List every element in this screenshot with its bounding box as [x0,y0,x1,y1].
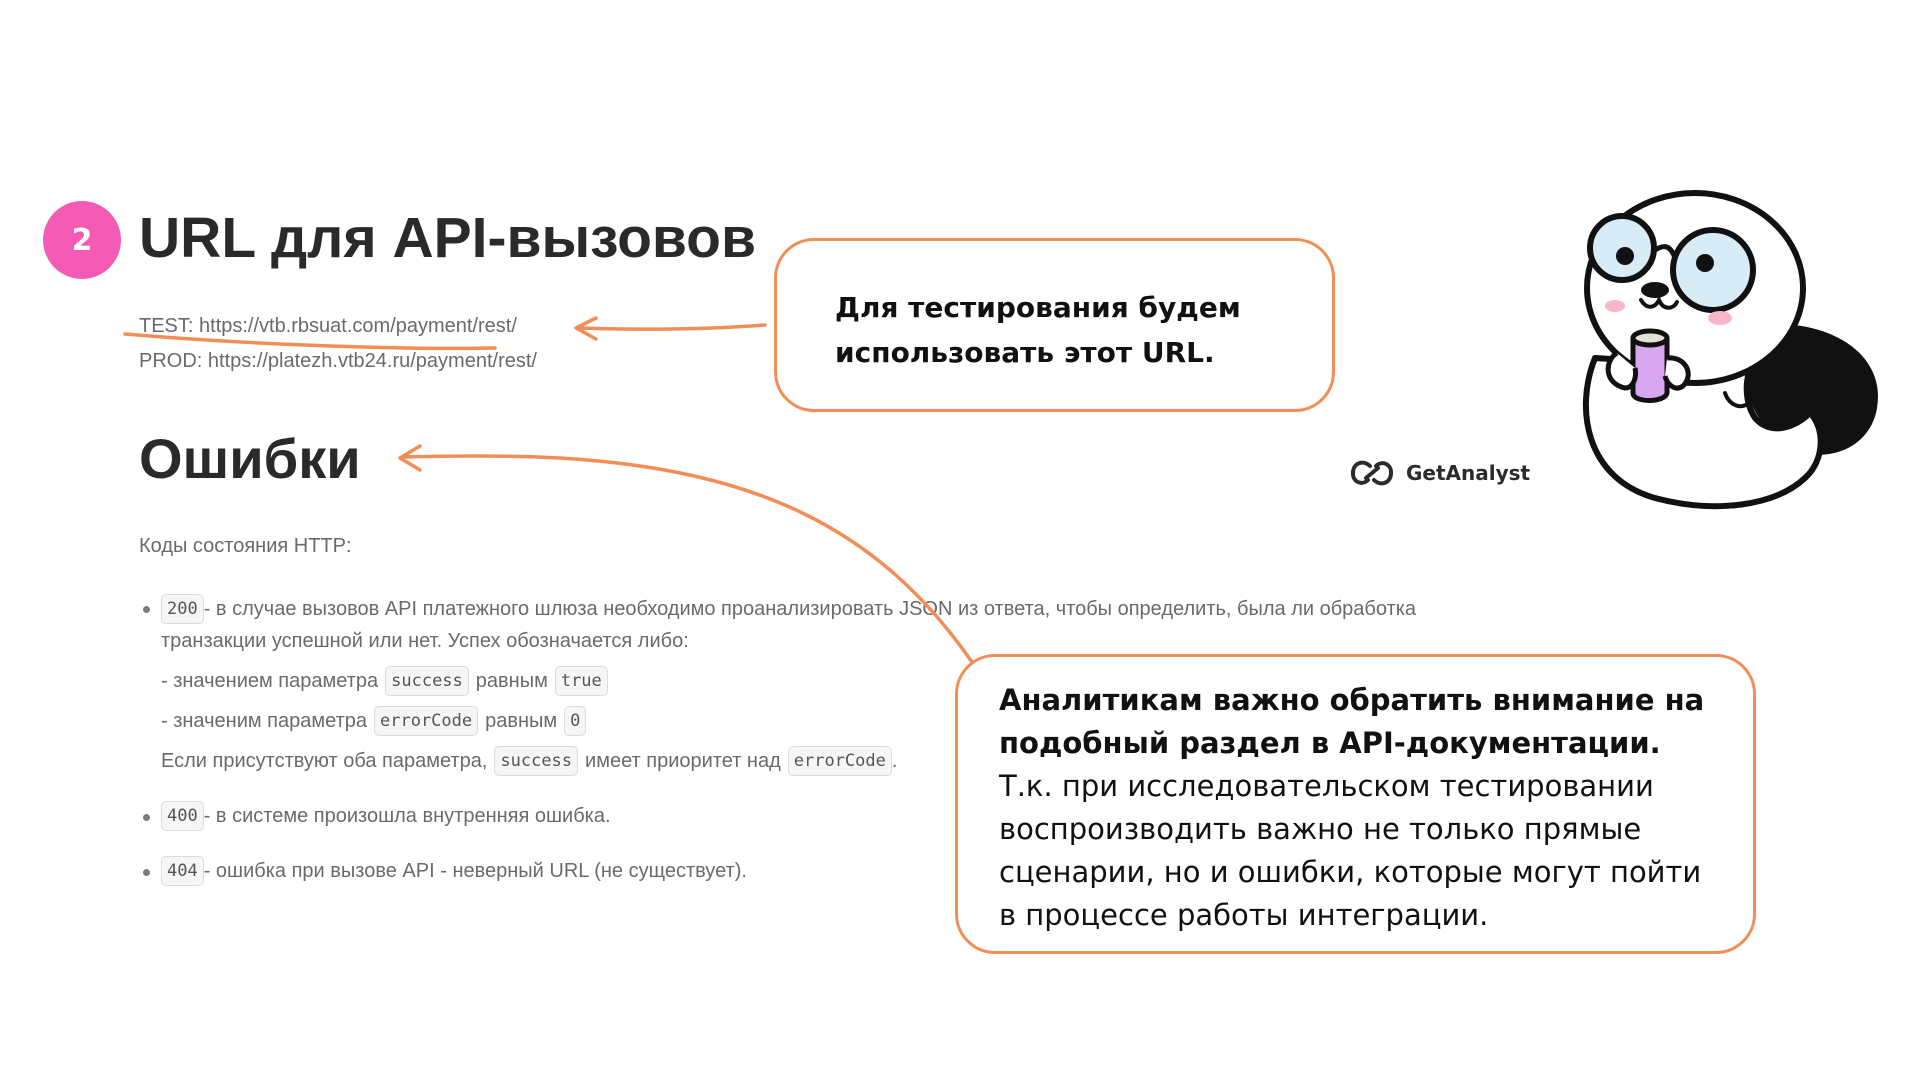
item-400-text: - в системе произошла внутренняя ошибка. [203,804,611,827]
callout-test-line-1: Для тестирования будем [835,291,1241,324]
bullet-200 [143,606,150,613]
callout-errors-line-4: в процессе работы интеграции. [999,898,1489,932]
callout-errors-note [955,654,1756,954]
sub2-prefix: - значеним параметра [161,709,367,732]
priority-mid: имеет приоритет над [585,749,781,772]
item-200-text-continued [161,630,689,653]
callout-errors-bold-2: подобный раздел в API-документации. [999,726,1661,760]
step-number-badge: 2 [43,201,121,279]
bullet-404 [143,869,150,876]
sub1-mid: равным [475,669,548,692]
param-errorcode: errorCode [374,706,478,736]
callout-errors-line-1: Т.к. при исследовательском тестировании [999,769,1654,803]
item-200-priority [161,746,897,776]
logo-text: GetAnalyst [1406,461,1531,485]
codes-title: Коды состояния HTTP: [139,535,352,557]
seal-mascot-icon [1555,178,1885,518]
code-badge-200: 200 [161,594,204,624]
priority-prefix: Если присутствуют оба параметра, [161,749,488,772]
code-badge-400: 400 [161,801,204,831]
list-item-200 [161,594,1416,624]
list-item-404 [161,856,747,886]
priority-param-errorcode: errorCode [788,746,892,776]
value-true: true [555,666,608,696]
arrow-head-errors [400,446,420,470]
item-200-text: - в случае вызовов API платежного шлюза необходимо проанализировать JSON из ответа, чтобы определить, была ли обработка [203,597,1417,620]
item-404-text: - ошибка при вызове API - неверный URL (не существует). [203,859,747,882]
sub1-prefix: - значением параметра [161,669,379,692]
callout-test-line-2: использовать этот URL. [835,336,1215,369]
callout-test-url [774,238,1335,412]
item-200-text-cont: транзакции успешной или нет. Успех обозначается либо: [161,630,689,652]
callout-errors-bold-1: Аналитикам важно обратить внимание на [999,683,1705,717]
callout-errors-line-2: воспроизводить важно не только прямые [999,812,1642,846]
param-success: success [385,666,469,696]
getanalyst-logo [1350,458,1530,488]
bullet-400 [143,814,150,821]
test-url: TEST: https://vtb.rbsuat.com/payment/rest/ [139,315,517,337]
page-title: URL для API-вызовов [139,206,757,270]
link-icon [1350,458,1394,488]
callout-errors-line-3: сценарии, но и ошибки, которые могут пойти [999,855,1702,889]
priority-suffix: . [891,749,898,772]
arrow-head-test-url [576,318,596,339]
arrow-to-test-url [578,325,765,329]
item-200-sub-errorcode [161,706,586,736]
value-zero: 0 [564,706,586,736]
sub2-mid: равным [485,709,558,732]
code-badge-404: 404 [161,856,204,886]
priority-param-success: success [494,746,578,776]
item-200-sub-success [161,666,608,696]
prod-url: PROD: https://platezh.vtb24.ru/payment/rest/ [139,350,537,372]
list-item-400 [161,801,611,831]
errors-heading: Ошибки [139,427,361,490]
